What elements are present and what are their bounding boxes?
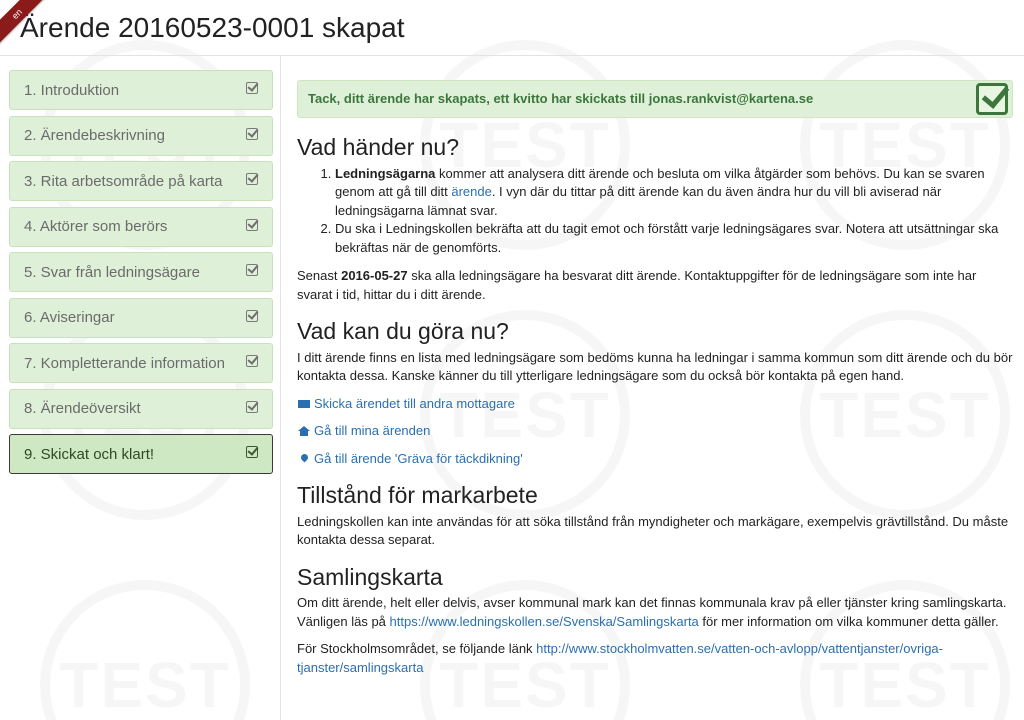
heading-samlingskarta: Samlingskarta — [297, 563, 443, 590]
deadline-paragraph: Senast 2016-05-27 ska alla ledningsägare ha besvarat ditt ärende. Kontaktuppgifter för de ledningsägare som inte har svarat i tid, hittar du i ditt ärende. — [297, 268, 977, 302]
success-check-icon — [976, 83, 1008, 115]
step-introduktion[interactable] — [9, 70, 273, 110]
step-label: 7. Kompletterande information — [24, 354, 225, 372]
list-item: 1. Ledningsägarna kommer att analysera ditt ärende och besluta om vilka åtgärder som behövs. Du kan se svaren genom att gå till ditt ärende. I vyn där du tittar på ditt ärende kan du även ändra hur du vill bli aviserad när ledningsägarna lämnat svar. — [335, 165, 1013, 221]
step-arendebeskrivning[interactable] — [9, 116, 273, 156]
step-label: 3. Rita arbetsområde på karta — [24, 172, 223, 190]
go-to-case-link[interactable] — [297, 450, 1013, 469]
checkbox-checked-icon — [246, 446, 258, 458]
checkbox-checked-icon — [246, 219, 258, 231]
step-skickat-och-klart[interactable] — [9, 434, 273, 474]
main-content — [297, 80, 1013, 677]
samlingskarta-paragraph: Om ditt ärende, helt eller delvis, avser kommunal mark kan det finnas kommunala krav på eller tjänster kring samlingskarta. Vänligen läs på https://www.ledningskollen.se/Svenska/Samlingskarta för mer information om vilka kommuner detta gäller. — [297, 595, 1007, 629]
step-arendeoversikt[interactable] — [9, 389, 273, 429]
permit-paragraph: Ledningskollen kan inte användas för att söka tillstånd från myndigheter och markägare, exempelvis grävtillstånd. Du måste kontakta dessa separat. — [297, 513, 1009, 547]
step-label: 8. Ärendeöversikt — [24, 400, 141, 417]
wizard-steps — [9, 70, 273, 474]
home-icon — [297, 426, 311, 436]
step-label: 2. Ärendebeskrivning — [24, 127, 165, 144]
success-alert — [297, 80, 1013, 118]
step-label: 4. Aktörer som berörs — [24, 218, 168, 235]
checkbox-checked-icon — [246, 355, 258, 367]
next-steps-list — [297, 165, 1013, 258]
envelope-icon — [297, 400, 311, 408]
step-aviseringar[interactable] — [9, 298, 273, 338]
step-label: 1. Introduktion — [24, 81, 120, 99]
arende-link[interactable]: ärende — [451, 184, 492, 199]
my-cases-link[interactable] — [297, 422, 1013, 441]
checkbox-checked-icon — [246, 128, 258, 140]
checkbox-checked-icon — [246, 173, 258, 185]
heading-vad-hander-nu: Vad händer nu? — [297, 134, 459, 160]
page-title: Ärende 20160523-0001 skapat — [20, 12, 405, 43]
success-message: Tack, ditt ärende har skapats, ett kvitto har skickats till jonas.rankvist@kartena.se — [308, 90, 814, 106]
heading-tillstand: Tillstånd för markarbete — [297, 482, 538, 508]
contact-paragraph: I ditt ärende finns en lista med ledningsägare som bedöms kunna ha ledningar i samma kommun som ditt ärende och du bör kontakta dessa. Kanske känner du till ytterligare ledningsägare som du också bör kontakta på egen hand. — [297, 349, 1013, 383]
wizard-sidebar — [0, 56, 281, 720]
list-item: 2. Du ska i Ledningskollen bekräfta att du tagit emot och förstått varje ledningsägares svar. Notera att utsättningar ska bekräftas när de genomförts. — [335, 220, 1013, 257]
send-link-label[interactable]: Skicka ärendet till andra mottagare — [314, 395, 515, 411]
checkbox-checked-icon — [246, 264, 258, 276]
go-to-case-link-label[interactable]: Gå till ärende 'Gräva för täckdikning' — [314, 450, 523, 466]
map-marker-icon — [297, 457, 311, 461]
step-svar-ledningsagare[interactable] — [9, 252, 273, 292]
ribbon-label: en — [0, 0, 60, 59]
step-label: 5. Svar från ledningsägare — [24, 263, 200, 281]
checkbox-checked-icon — [246, 82, 258, 94]
corner-ribbon — [0, 0, 60, 60]
step-label: 6. Aviseringar — [24, 309, 115, 326]
deadline-date: 2016-05-27 — [341, 268, 408, 283]
heading-vad-kan-du-gora: Vad kan du göra nu? — [297, 318, 509, 344]
step-aktorer[interactable] — [9, 207, 273, 247]
my-cases-link-label[interactable]: Gå till mina ärenden — [314, 423, 431, 438]
send-to-others-link[interactable] — [297, 395, 1013, 414]
stockholmvatten-link[interactable]: http://www.stockholmvatten.se/vatten-och-avlopp/vattentjanster/ovriga-tjanster/samlingskarta — [297, 641, 943, 675]
ledningskollen-samlingskarta-link[interactable]: https://www.ledningskollen.se/Svenska/Samlingskarta — [389, 613, 699, 629]
step-label: 9. Skickat och klart! — [24, 445, 155, 463]
step-rita-arbetsomrade[interactable] — [9, 161, 273, 201]
checkbox-checked-icon — [246, 401, 258, 413]
step-kompletterande-information[interactable] — [9, 343, 273, 383]
stockholm-paragraph: För Stockholmsområdet, se följande länk http://www.stockholmvatten.se/vatten-och-avlopp/vattentjanster/ovriga-tjanster/samlingskarta — [297, 641, 943, 675]
checkbox-checked-icon — [246, 310, 258, 322]
